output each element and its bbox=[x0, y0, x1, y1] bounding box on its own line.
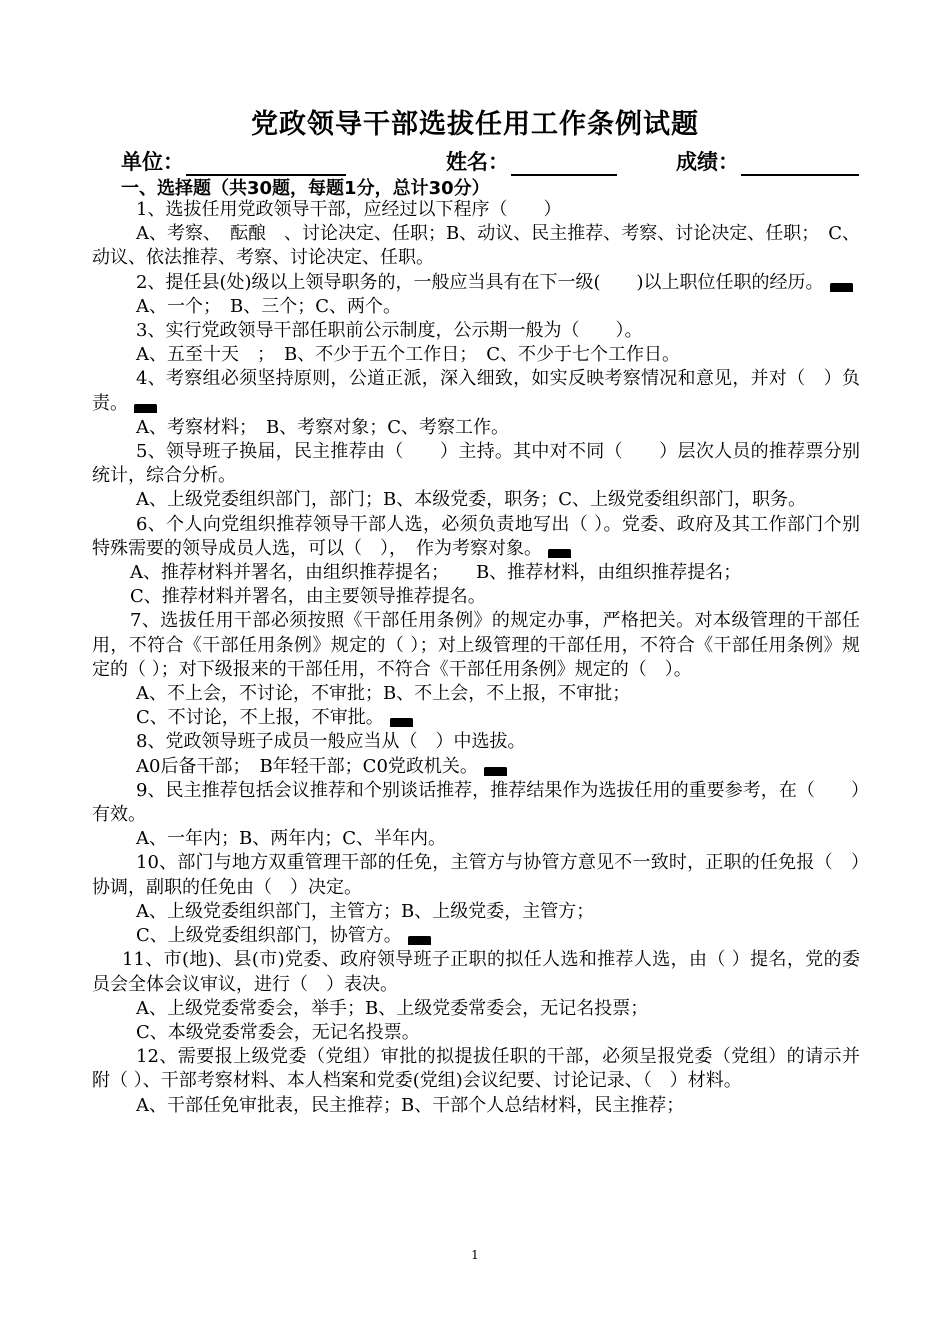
edit-mark-icon bbox=[390, 718, 413, 727]
question-5: 5、领导班子换届，民主推荐由（ ）主持。其中对不同（ ）层次人员的推荐票分别统计，综合分析。 bbox=[92, 441, 860, 487]
question-11: 11、市(地)、县(市)党委、政府领导班子正职的拟任人选和推荐人选，由（ ）提名，党的委员会全体会议审议，进行（ ）表决。 bbox=[92, 949, 860, 995]
name-blank bbox=[511, 154, 617, 176]
question-6-option-line-1: A、推荐材料并署名，由组织推荐提名； B、推荐材料，由组织推荐提名； bbox=[130, 562, 742, 584]
unit-blank bbox=[186, 154, 346, 176]
name-field bbox=[446, 146, 617, 176]
score-blank bbox=[741, 154, 859, 176]
edit-mark-icon bbox=[830, 283, 853, 292]
edit-mark-icon bbox=[134, 404, 157, 413]
edit-mark-icon bbox=[484, 767, 507, 776]
edit-mark-icon bbox=[408, 936, 431, 945]
unit-field bbox=[121, 146, 346, 176]
edit-mark-icon bbox=[548, 549, 571, 558]
question-7-option-line-2: C、不讨论，不上报，不审批。 bbox=[92, 706, 860, 730]
question-12: 12、需要报上级党委（党组）审批的拟提拔任职的干部，必须呈报党委（党组）的请示并附（ ）、干部考察材料、本人档案和党委(党组)会议纪要、讨论记录、（ ）材料。 bbox=[92, 1046, 860, 1092]
question-12-options: A、干部任免审批表，民主推荐；B、干部个人总结材料，民主推荐； bbox=[136, 1094, 685, 1116]
score-field bbox=[676, 146, 859, 176]
page-title: 党政领导干部选拔任用工作条例试题 bbox=[251, 109, 699, 140]
question-3-options: A、五至十天 ； B、不少于五个工作日； C、不少于七个工作日。 bbox=[136, 344, 680, 366]
question-10-option-line-1: A、上级党委组织部门，主管方；B、上级党委，主管方； bbox=[136, 900, 595, 922]
question-11-option-line-1: A、上级党委常委会，举手；B、上级党委常委会，无记名投票； bbox=[136, 997, 649, 1019]
question-9-options: A、一年内；B、两年内；C、半年内。 bbox=[136, 828, 446, 850]
question-list bbox=[92, 198, 860, 1118]
question-8: 8、党政领导班子成员一般应当从（ ）中选拔。 bbox=[136, 731, 526, 753]
unit-label: 单位： bbox=[121, 150, 184, 174]
question-7: 7、选拔任用干部必须按照《干部任用条例》的规定办事，严格把关。对本级管理的干部任用，不符合《干部任用条例》规定的（ ）；对上级管理的干部任用，不符合《干部任用条例》规定的（ ）；对下级报来的干部任用，不符合《干部任用条例》规定的（ ）。 bbox=[92, 610, 860, 680]
question-10-option-line-2: C、上级党委组织部门，协管方。 bbox=[92, 924, 860, 948]
question-2-options: A、一个； B、三个；C、两个。 bbox=[136, 295, 401, 317]
question-4-options: A、考察材料； B、考察对象；C、考察工作。 bbox=[136, 416, 509, 438]
question-8-options: A0后备干部； B年轻干部；C0党政机关。 bbox=[92, 755, 860, 779]
question-6-option-line-2: C、推荐材料并署名，由主要领导推荐提名。 bbox=[130, 586, 486, 608]
name-label: 姓名： bbox=[446, 150, 509, 174]
page-number: 1 bbox=[471, 1248, 479, 1262]
section-title: 一、选择题（共30题，每题1分，总计30分） bbox=[121, 178, 490, 199]
question-6: 6、个人向党组织推荐领导干部人选，必须负责地写出（ ）。党委、政府及其工作部门个别特殊需要的领导成员人选，可以（ ）， 作为考察对象。 bbox=[92, 513, 860, 559]
question-4: 4、考察组必须坚持原则，公道正派，深入细致，如实反映考察情况和意见，并对（ ）负责。 bbox=[92, 368, 860, 414]
question-1: 1、选拔任用党政领导干部，应经过以下程序（ ） bbox=[136, 199, 562, 220]
question-5-options: A、上级党委组织部门，部门；B、本级党委，职务；C、上级党委组织部门，职务。 bbox=[136, 489, 806, 511]
question-2: 2、提任县(处)级以上领导职务的，一般应当具有在下一级( )以上职位任职的经历。 bbox=[92, 271, 860, 295]
question-7-option-line-1: A、不上会，不讨论，不审批；B、不上会，不上报，不审批； bbox=[136, 683, 631, 705]
question-9: 9、民主推荐包括会议推荐和个别谈话推荐，推荐结果作为选拔任用的重要参考，在（ ）有效。 bbox=[92, 779, 860, 826]
score-label: 成绩： bbox=[676, 150, 739, 174]
question-3: 3、实行党政领导干部任职前公示制度，公示期一般为（ ）。 bbox=[136, 320, 643, 342]
question-10: 10、部门与地方双重管理干部的任免，主管方与协管方意见不一致时，正职的任免报（ ）协调，副职的任免由（ ）决定。 bbox=[92, 852, 860, 898]
question-11-option-line-2: C、本级党委常委会，无记名投票。 bbox=[136, 1021, 420, 1043]
question-1-options: A、考察、 酝酿 、讨论决定、任职；B、动议、民主推荐、考察、讨论决定、任职； C、动议、依法推荐、考察、讨论决定、任职。 bbox=[92, 223, 860, 269]
